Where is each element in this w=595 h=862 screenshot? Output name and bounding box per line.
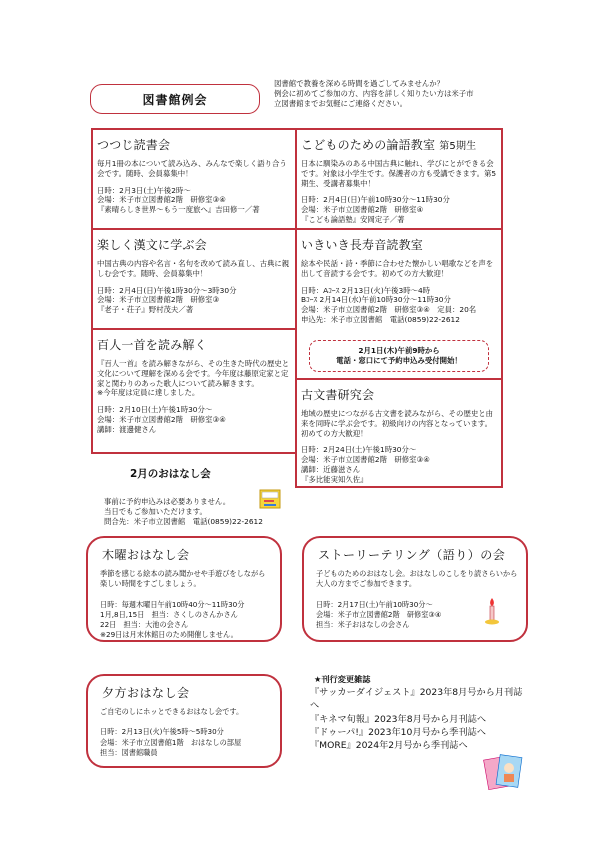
club-hyakunin bbox=[91, 328, 297, 454]
club-title bbox=[301, 136, 501, 153]
club-grid bbox=[91, 128, 503, 488]
club-schedule: 日時：Aｺｰｽ 2月13日(火)午後3時～4時 Bｺｰｽ 2月14日(水)午前10時30分～11時30分 会場：米子市立図書館2階 研修室③④ 定員：20名 申込先：米子市立図書館 電話(0859)22-2612 bbox=[301, 285, 477, 324]
list-item: 『サッカーダイジェスト』2023年8月号から月刊誌へ bbox=[310, 687, 523, 712]
box-title: 夕方おはなし会 bbox=[102, 686, 190, 700]
evening-story-box bbox=[86, 674, 282, 768]
box-body: ご自宅のしにホッとできるおはなし会です。 日時：2月13日(火)午後5時～5時30分 会場：米子市立図書館1階 おはなしの部屋 担当：図書館職員 bbox=[100, 707, 244, 757]
club-schedule: 日時：2月4日(日)午後1時30分～3時30分 会場：米子市立図書館2階 研修室③ 『老子・荘子』野村茂夫／著 bbox=[97, 285, 237, 315]
notice-line1: 2月1日(木)午前9時から bbox=[358, 346, 440, 355]
intro-text: 図書館で教養を深める時間を過ごしてみませんか？ 例会に初めてご参加の方、内容を詳しく知りたい方は米子市 立図書館までお気軽にご連絡ください。 bbox=[274, 79, 474, 108]
box-body: 季節を感じる絵本の読み聞かせや手遊びをしながら楽しい時間をすごしましょう。 日時：毎週木曜日午前10時40分～11時30分 1月,8日,15日 担当：さくしのさんかさん 22日 担当：大池の会さん ※29日は月末休館日のため開催しません。 bbox=[100, 569, 266, 640]
club-desc: 毎月1冊の本について読み込み、みんなで楽しく語り合う会です。随時、会員募集中！ bbox=[97, 159, 287, 178]
changes-heading: ★刊行変更雑誌 bbox=[314, 674, 371, 684]
club-komonjo bbox=[295, 378, 503, 488]
club-desc: 地域の歴史につながる古文書を読みながら、その歴史と由来を同時に学ぶ会です。初級向けの内容となっています。初めての方大歓迎！ bbox=[301, 409, 494, 438]
club-schedule: 日時：2月10日(土)午後1時30分～ 会場：米子市立図書館2階 研修室③④ 講師：渡邊健さん bbox=[97, 405, 226, 434]
club-title: 古文書研究会 bbox=[301, 388, 375, 402]
club-title: いきいき長寿音読教室 bbox=[301, 238, 424, 252]
club-ondoku bbox=[295, 228, 503, 380]
club-desc: 日本に馴染みのある中国古典に触れ、学びにとができる会です。対象は小学生です。保護者の方も受講できます。第5期生、受講者募集中！ bbox=[301, 159, 497, 188]
club-kanbun bbox=[91, 228, 297, 330]
club-title-sub: 第5期生 bbox=[439, 141, 477, 152]
ohanashi-intro: 事前に予約申込みは必要ありません。 当日でもご参加いただけます。 問合先：米子市立図書館 電話(0859)22-2612 bbox=[104, 497, 263, 526]
list-item: 『MORE』2024年2月号から季刊誌へ bbox=[310, 740, 468, 752]
list-item: 『キネマ旬報』2023年8月号から月刊誌へ bbox=[310, 713, 487, 725]
club-rongo bbox=[295, 128, 503, 230]
notice-line2: 電話・窓口にて予約申込み受付開始！ bbox=[336, 356, 462, 365]
thursday-story-box bbox=[86, 536, 282, 642]
reservation-notice bbox=[309, 340, 489, 372]
magazines-icon bbox=[482, 750, 528, 796]
club-schedule: 日時：2月24日(土)午後1時30分～ 会場：米子市立図書館2階 研修室③④ 講師：近藤滋さん 『多比能実知久佐』 bbox=[301, 445, 430, 484]
page-title: 図書館例会 bbox=[90, 84, 260, 114]
changes-list bbox=[310, 686, 524, 752]
club-schedule: 日時：2月4日(日)午前10時30分～11時30分 会場：米子市立図書館2階 研修室④ 『こども論語塾』安岡定子／著 bbox=[301, 195, 450, 224]
ohanashi-heading: 2月のおはなし会 bbox=[130, 468, 211, 480]
club-desc: 『百人一首』を読み解きながら、その生きた時代の歴史と文化について理解を深める会です。今年度は藤原定家と定家と関わりのあった歌人について読み解きます。 ※今年度は定員に達しました。 bbox=[97, 359, 290, 398]
storytelling-box bbox=[302, 536, 528, 642]
club-tsutsuji bbox=[91, 128, 297, 230]
club-title-main: こどものための論語教室 bbox=[301, 138, 436, 152]
books-icon bbox=[258, 486, 284, 512]
box-title: 木曜おはなし会 bbox=[102, 548, 190, 562]
club-title: つつじ読書会 bbox=[97, 138, 171, 152]
club-title: 楽しく漢文に学ぶ会 bbox=[97, 238, 207, 252]
candle-icon bbox=[484, 596, 500, 626]
club-schedule: 日時：2月3日(土)午後2時～ 会場：米子市立図書館2階 研修室③④ 『素晴らしき世界～もう一度旅へ』吉田修一／著 bbox=[97, 185, 260, 215]
box-title: ストーリーテリング（語り）の会 bbox=[318, 548, 506, 562]
box-body: 子どものためのおはなし会。おはなしのこしをり読さらいから大人の方までご参加できます。 日時：2月17日(土)午前10時30分～ 会場：米子市立図書館2階 研修室③④ 担当：米子おはなしの会さん bbox=[316, 569, 518, 630]
club-desc: 絵本や民話・詩・季節に合わせた懐かしい唱歌などを声を出して音読する会です。初めての方大歓迎！ bbox=[301, 259, 494, 278]
club-desc: 中国古典の内容や名言・名句を改めて読み直し、古典に親しむ会です。随時、会員募集中！ bbox=[97, 259, 290, 278]
club-title: 百人一首を読み解く bbox=[97, 338, 207, 352]
list-item: 『ドゥーパ!』2023年10月号から季刊誌へ bbox=[310, 726, 486, 738]
